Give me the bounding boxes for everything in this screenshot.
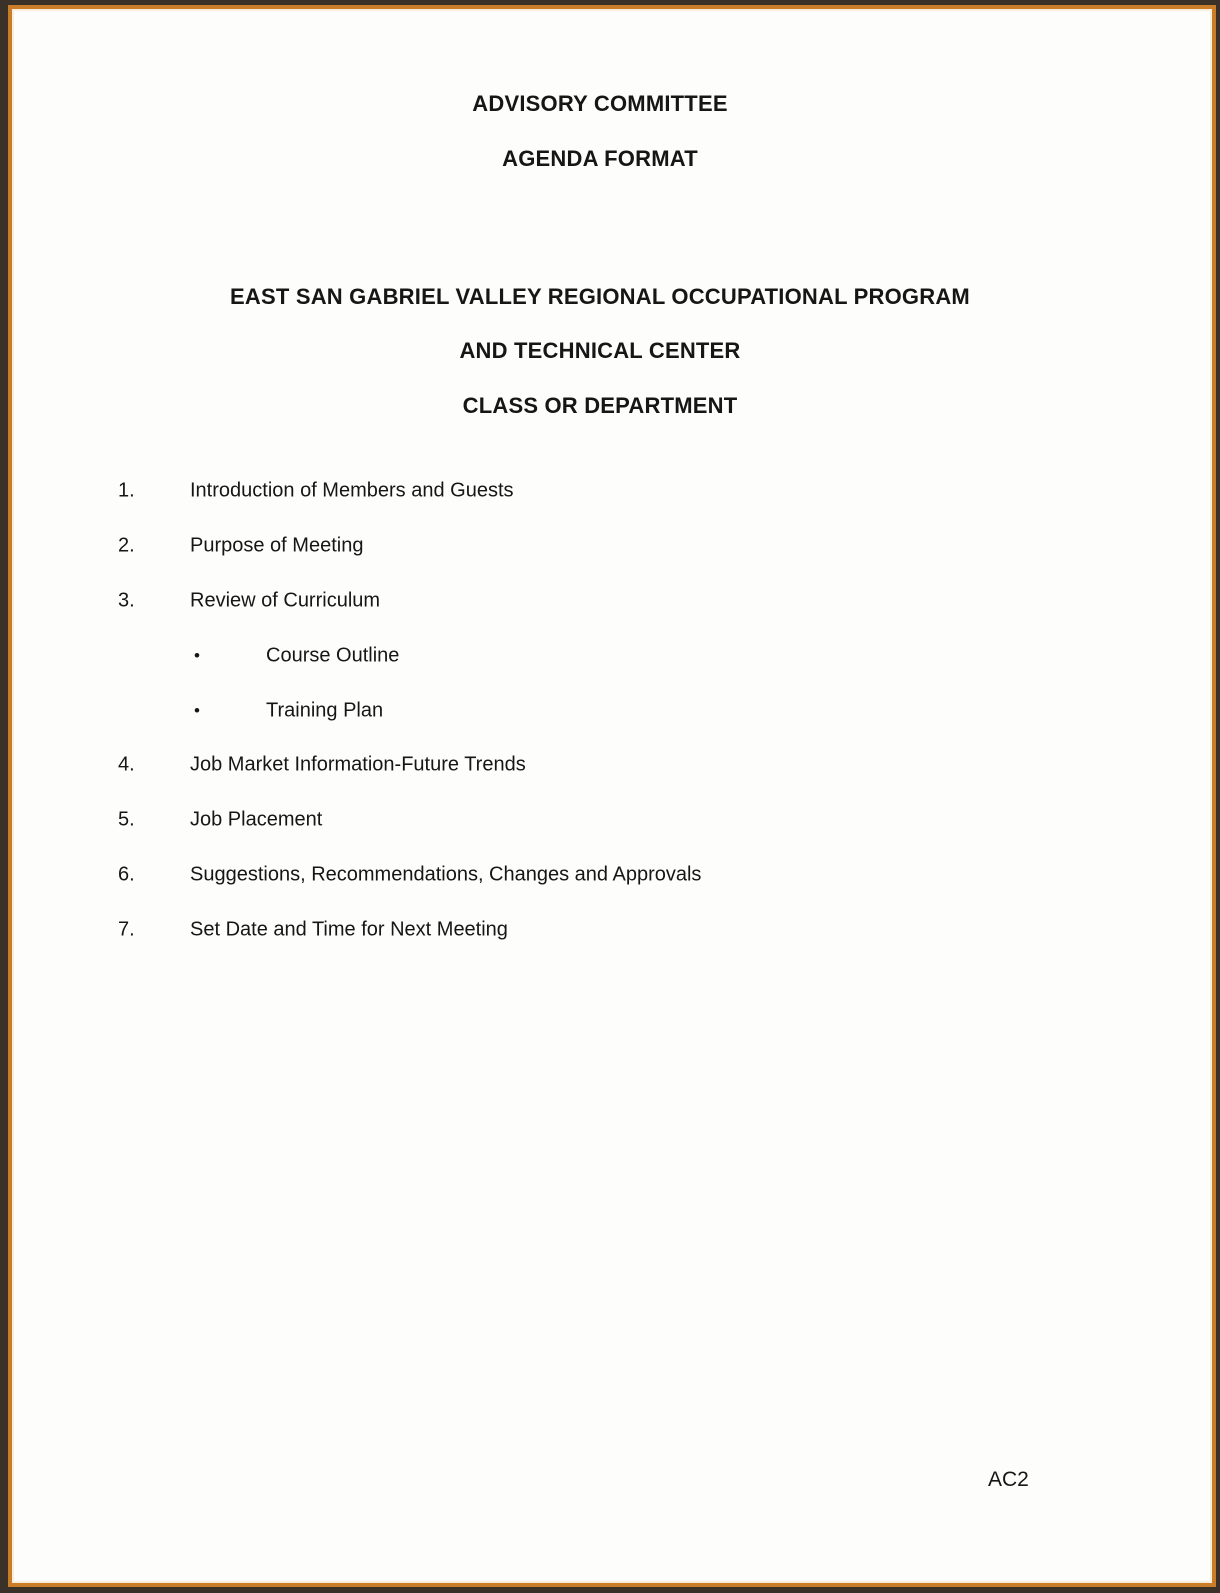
agenda-item-7 (12, 902, 1212, 957)
document-title-line2: AGENDA FORMAT (502, 146, 698, 171)
agenda-item-text: Suggestions, Recommendations, Changes and Approvals (190, 863, 702, 886)
bullet-icon: • (194, 645, 200, 665)
list-number: 6. (118, 863, 135, 886)
bullet-icon: • (194, 700, 200, 720)
page-content (12, 9, 1212, 1583)
agenda-subitem-1 (12, 628, 1212, 683)
agenda-item-1 (12, 464, 1212, 519)
agenda-item-text: Purpose of Meeting (190, 534, 364, 557)
document-title-line1: ADVISORY COMMITTEE (472, 91, 728, 116)
list-number: 4. (118, 753, 135, 776)
page-border-frame (8, 5, 1216, 1587)
list-number: 7. (118, 918, 135, 941)
agenda-item-5 (12, 793, 1212, 848)
section-title: CLASS OR DEPARTMENT (462, 393, 738, 418)
organization-name (12, 256, 1188, 391)
list-number: 1. (118, 479, 135, 502)
agenda-item-text: Job Market Information-Future Trends (190, 753, 526, 776)
agenda-subitem-text: Course Outline (266, 644, 400, 667)
agenda-item-text: Job Placement (190, 808, 323, 831)
list-number: 2. (118, 534, 135, 557)
agenda-subitem-2 (12, 683, 1212, 738)
agenda-item-text: Set Date and Time for Next Meeting (190, 918, 508, 941)
organization-name-line1: EAST SAN GABRIEL VALLEY REGIONAL OCCUPATIONAL PROGRAM (230, 284, 970, 309)
agenda-item-6 (12, 848, 1212, 903)
agenda-item-2 (12, 519, 1212, 574)
agenda-item-4 (12, 738, 1212, 793)
agenda-list (12, 464, 1212, 957)
list-number: 5. (118, 808, 135, 831)
agenda-item-3 (12, 574, 1212, 629)
organization-name-line2: AND TECHNICAL CENTER (459, 338, 741, 363)
agenda-subitem-text: Training Plan (266, 699, 384, 722)
agenda-item-text: Introduction of Members and Guests (190, 479, 514, 502)
agenda-item-text: Review of Curriculum (190, 589, 381, 612)
list-number: 3. (118, 589, 135, 612)
page-code: AC2 (988, 1468, 1029, 1491)
